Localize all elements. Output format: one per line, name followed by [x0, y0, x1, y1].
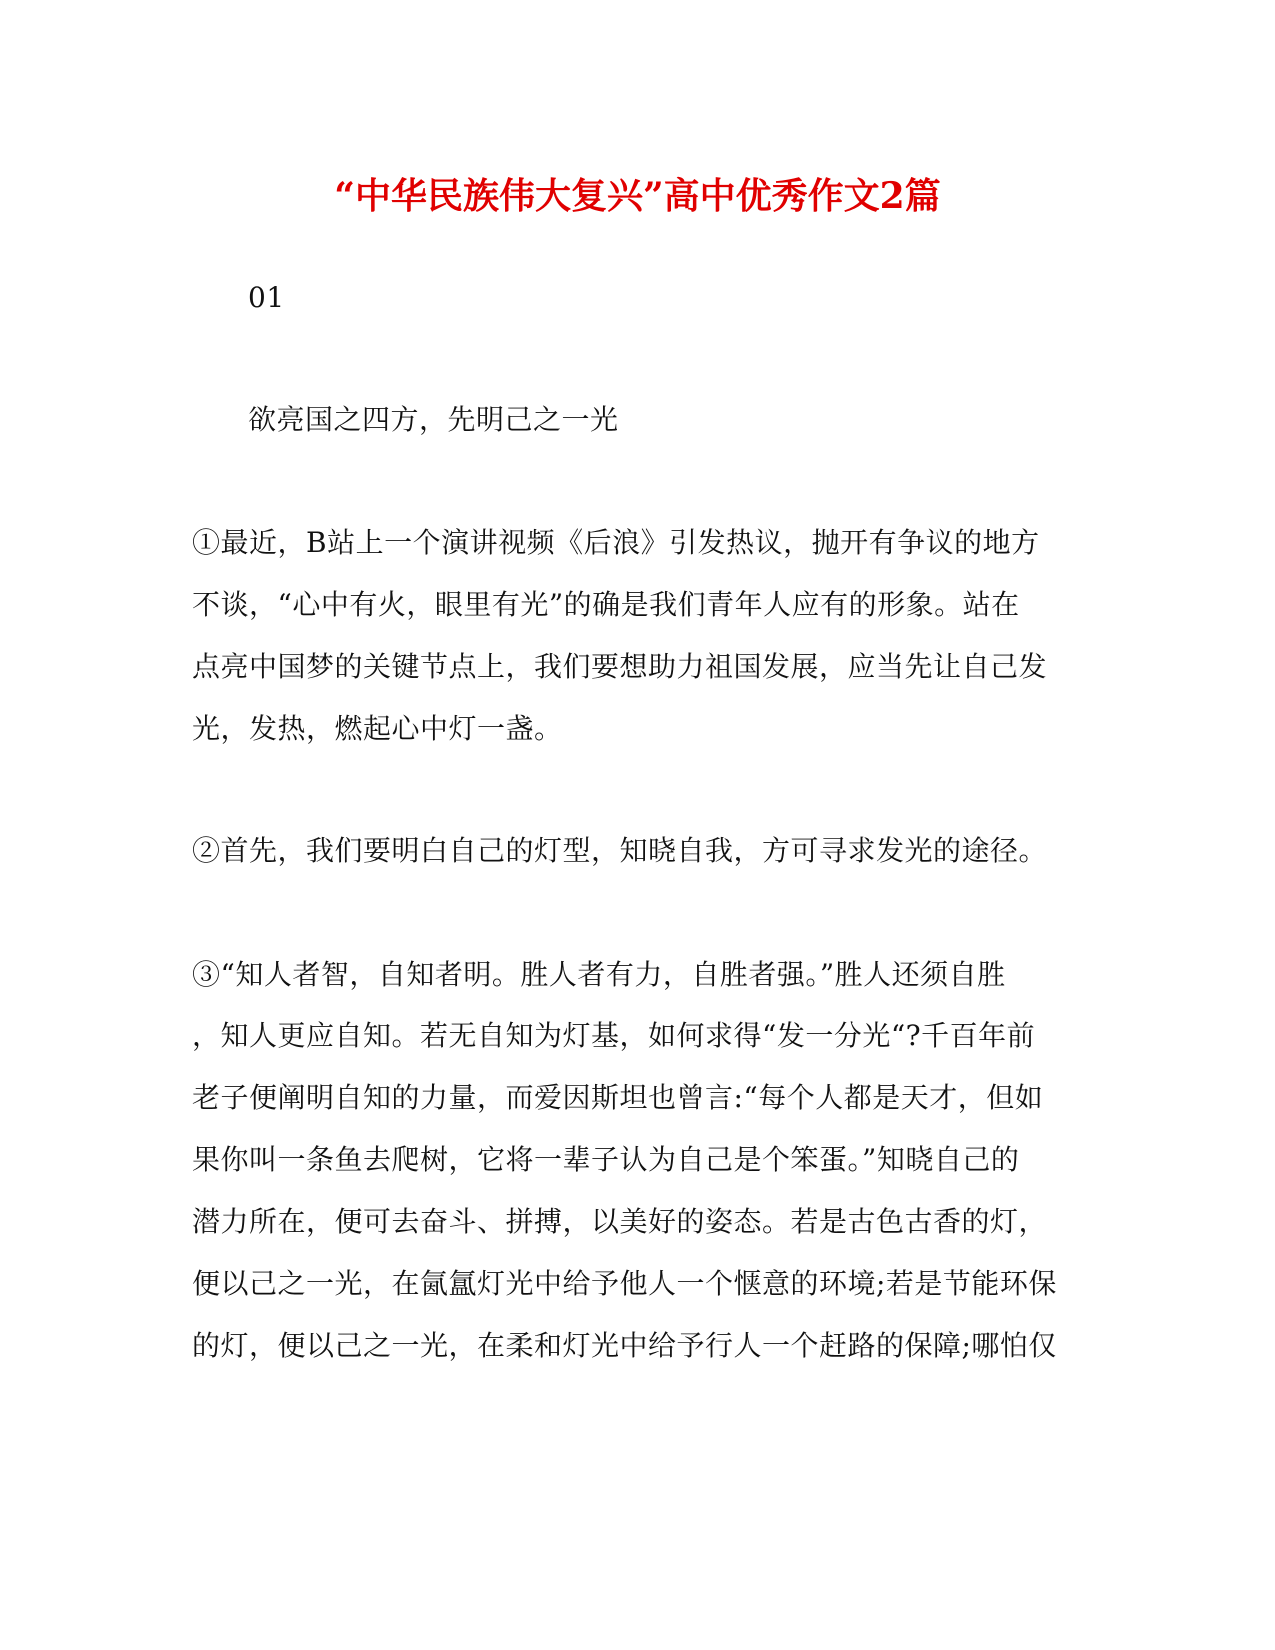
- paragraph-line: 的灯，便以己之一光，在柔和灯光中给予行人一个赶路的保障;哪怕仅: [192, 1329, 1057, 1362]
- paragraph-line: 便以己之一光，在氤氲灯光中给予他人一个惬意的环境;若是节能环保: [192, 1267, 1057, 1300]
- paragraph-line: 潜力所在，便可去奋斗、拼搏，以美好的姿态。若是古色古香的灯，: [192, 1205, 1048, 1238]
- paragraph-line: ①最近，B站上一个演讲视频《后浪》引发热议，抛开有争议的地方: [192, 526, 1040, 559]
- paragraph-line: 点亮中国梦的关键节点上，我们要想助力祖国发展，应当先让自己发: [192, 650, 1048, 683]
- section-number: 01: [248, 281, 285, 314]
- document-title: “中华民族伟大复兴”高中优秀作文2篇: [334, 175, 941, 217]
- paragraph-line: 不谈，“心中有火，眼里有光”的确是我们青年人应有的形象。站在: [192, 588, 1020, 621]
- paragraph-line: ②首先，我们要明白自己的灯型，知晓自我，方可寻求发光的途径。: [192, 834, 1048, 867]
- paragraph-line: 老子便阐明自知的力量，而爱因斯坦也曾言:“每个人都是天才，但如: [192, 1081, 1044, 1114]
- paragraph-line: ③“知人者智，自知者明。胜人者有力，自胜者强。”胜人还须自胜: [192, 958, 1006, 991]
- essay-subtitle: 欲亮国之四方，先明己之一光: [248, 403, 619, 436]
- paragraph-line: 光，发热，燃起心中灯一盏。: [192, 712, 563, 745]
- paragraph-line: ，知人更应自知。若无自知为灯基，如何求得“发一分光“?千百年前: [192, 1019, 1036, 1052]
- paragraph-line: 果你叫一条鱼去爬树，它将一辈子认为自己是个笨蛋。”知晓自己的: [192, 1143, 1020, 1176]
